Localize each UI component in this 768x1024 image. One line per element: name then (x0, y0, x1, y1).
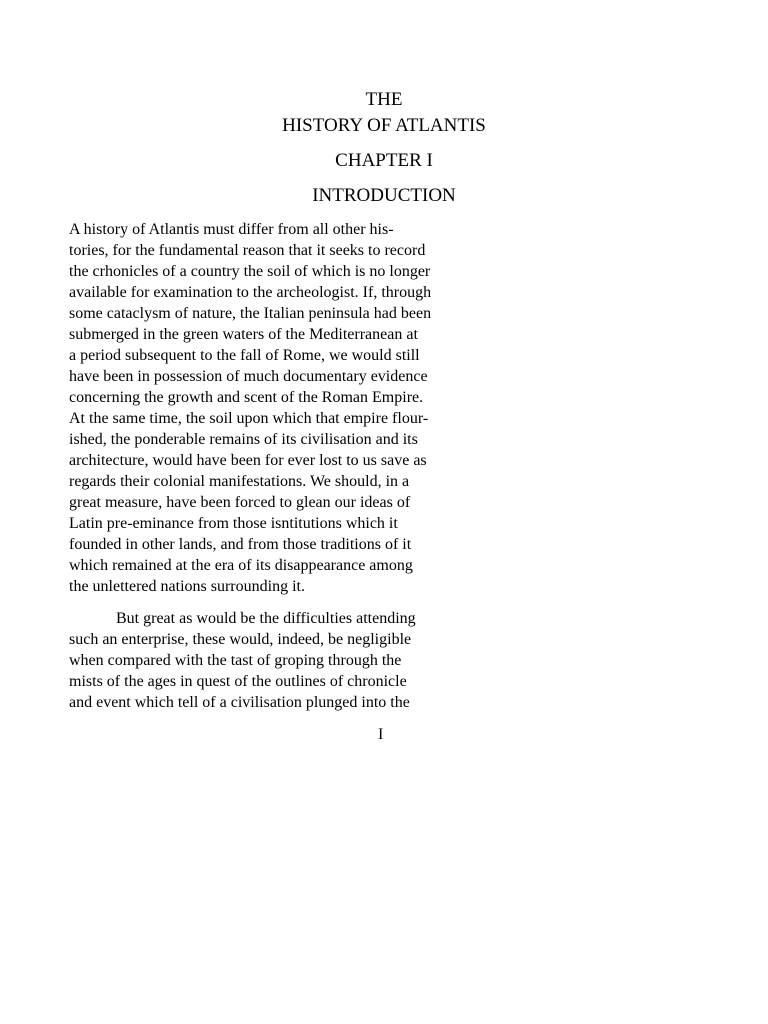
book-title-line-1: THE (365, 89, 403, 110)
paragraph-line: a period subsequent to the fall of Rome, we would still (69, 347, 420, 364)
paragraph-line: and event which tell of a civilisation plunged into the (69, 694, 410, 711)
paragraph-line: A history of Atlantis must differ from all other his- (69, 221, 394, 238)
paragraph-2 (69, 608, 416, 713)
paragraph-line: some cataclysm of nature, the Italian peninsula had been (69, 305, 432, 322)
paragraph-1 (69, 219, 431, 597)
paragraph-line: Latin pre-eminance from those isntitutions which it (69, 515, 398, 532)
paragraph-line: submerged in the green waters of the Mediterranean at (69, 326, 418, 343)
paragraph-line: the unlettered nations surrounding it. (69, 578, 305, 595)
paragraph-line: the crhonicles of a country the soil of which is no longer (69, 263, 431, 280)
paragraph-line: ished, the ponderable remains of its civilisation and its (69, 431, 418, 448)
book-title-line-2: HISTORY OF ATLANTIS (282, 115, 486, 136)
paragraph-line: But great as would be the difficulties attending (116, 610, 416, 627)
page-number: I (378, 726, 384, 743)
paragraph-line: tories, for the fundamental reason that it seeks to record (69, 242, 426, 259)
paragraph-line: have been in possession of much documentary evidence (69, 368, 428, 385)
section-heading: INTRODUCTION (312, 185, 456, 206)
paragraph-line: concerning the growth and scent of the Roman Empire. (69, 389, 424, 406)
paragraph-line: when compared with the tast of groping through the (69, 652, 402, 669)
paragraph-line: great measure, have been forced to glean our ideas of (69, 494, 411, 511)
paragraph-line: architecture, would have been for ever lost to us save as (69, 452, 427, 469)
paragraph-line: which remained at the era of its disappearance among (69, 557, 413, 574)
chapter-heading: CHAPTER I (335, 150, 433, 171)
paragraph-line: such an enterprise, these would, indeed, be negligible (69, 631, 412, 648)
paragraph-line: mists of the ages in quest of the outlines of chronicle (69, 673, 407, 690)
paragraph-line: available for examination to the archeologist. If, through (69, 284, 432, 301)
paragraph-line: regards their colonial manifestations. We should, in a (69, 473, 410, 490)
paragraph-line: founded in other lands, and from those traditions of it (69, 536, 412, 553)
paragraph-line: At the same time, the soil upon which that empire flour- (69, 410, 429, 427)
